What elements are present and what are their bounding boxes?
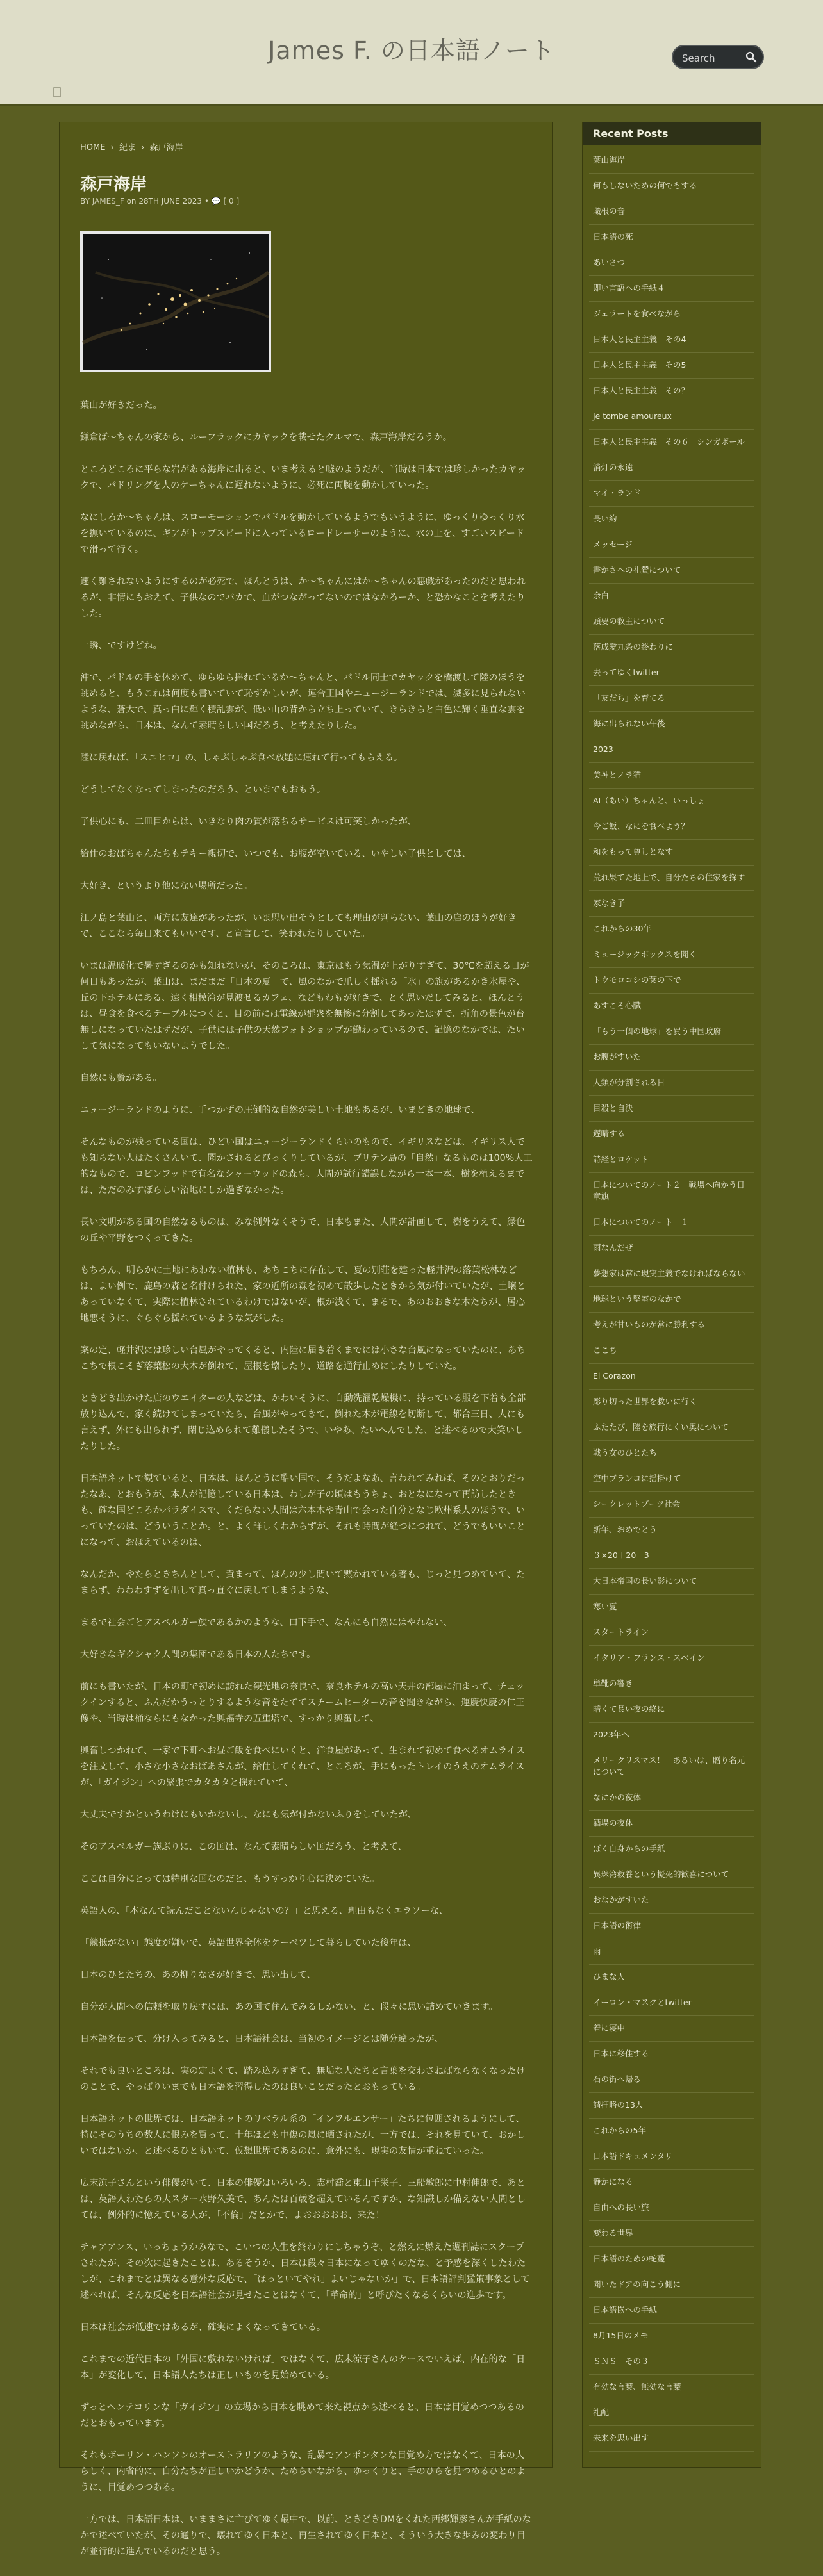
- recent-post-link[interactable]: 日本人と民主主義 その６ シンガポール: [589, 430, 754, 455]
- post-paragraph: 一瞬、ですけどね。: [80, 641, 162, 651]
- recent-post-link[interactable]: 詩経とロケット: [589, 1147, 754, 1173]
- recent-post-link[interactable]: ジェラートを食べながら: [589, 302, 754, 327]
- recent-post-link[interactable]: 家なき子: [589, 891, 754, 917]
- recent-post-link[interactable]: 異珠湾救養という擬死的歓喜について: [589, 1862, 754, 1888]
- menu-toggle-icon[interactable]: [53, 86, 62, 99]
- recent-post-link[interactable]: 石の街へ帰る: [589, 2067, 754, 2093]
- recent-post-link[interactable]: 日本人と民主主義 その4: [589, 327, 754, 353]
- post-paragraph: 鎌倉ば～ちゃんの家から、ルーフラックにカヤックを載せたクルマで、森戸海岸だろうか。: [80, 432, 452, 443]
- post-paragraph: そんなものが残っている国は、ひどい国はニュージーランドくらいのもので、イギリスなどは、イギリス人でも知らない人はたくさんいて、聞かされるとびっくりしているが、ブリテン島の「自然」なるものは100%人工的なもので、ロビンフッドで有名なシャーウッドの森も、人間が試行錯誤しながら一本一本、樹を植えるまでは、ただのみすぼらしい沼地にしか過ぎなかった。: [80, 1137, 533, 1195]
- breadcrumb-home[interactable]: HOME: [80, 143, 106, 152]
- recent-post-link[interactable]: 大日本帝国の長い影について: [589, 1569, 754, 1595]
- main-content: [59, 122, 553, 2557]
- post-paragraph: 案の定、軽井沢には珍しい台風がやってくると、内陸に届き着くまでには小さな台風になっていたのに、あちこちで根こそぎ落葉松の大木が倒れて、屋根を壊したり、道路を通行止めにしたりしていた。: [80, 1345, 526, 1372]
- meta-separator: •: [204, 197, 209, 206]
- recent-post-link[interactable]: 聞いたドアの向こう側に: [589, 2272, 754, 2298]
- post-paragraph: もちろん、明らかに土地にあわない植林も、あちこちに存在して、夏の別荘を建った軽井沢の落葉松林などは、よい例で、鹿島の森と名付けられた、家の近所の森を初めて散歩したときから気が付いていたが、土壌とあっていなくて、実際に植林されているわけではないが、根が浅くて、まるで、あのおおきな木たちが、居心地悪そうに、ぐらぐら揺れているような気がした。: [80, 1265, 526, 1324]
- post-paragraph: どうしてなくなってしまったのだろう、といまでもおもう。: [80, 785, 326, 795]
- recent-post-link[interactable]: トウモロコシの葉の下で: [589, 968, 754, 994]
- recent-post-link[interactable]: 請拝略の13人: [589, 2093, 754, 2119]
- recent-post-link[interactable]: 頭要の教主について: [589, 609, 754, 635]
- recent-post-link[interactable]: Je tombe amoureux: [589, 404, 754, 430]
- recent-post-link[interactable]: 戦う女のひとたち: [589, 1441, 754, 1466]
- post-paragraph: 日本語ネットで観ていると、日本は、ほんとうに酷い国で、そうだよなあ、言われてみれば、そのとおりだったなあ、とおもうが、本人が記憶している日本は、わしが子の頃はもうちょ、おとなになって再訪したときも、確な国どころかパラダイスで、くだらない人間は六本木や青山で会った自分となじ欧州系人のほうで、いっていたのは、どういうことか。と、よく詳しくわからずが、それも時間が経つにつれて、どうでもいいことになって、おほえているのは、: [80, 1473, 526, 1548]
- post-paragraph: これまでの近代日本の「外国に敷れないければ」ではなくて、広末涼子さんのケースでいえば、内在的な「日本」が変化して、日本語人たちは正しいものを見始めている。: [80, 2354, 526, 2381]
- recent-post-link[interactable]: 日本人と民主主義 その5: [589, 353, 754, 379]
- post-paragraph: ここは自分にとっては特別な国なのだと、もうすっかり心に決めていた。: [80, 1874, 380, 1884]
- recent-post-link[interactable]: ミュージックボックスを聞く: [589, 942, 754, 968]
- recent-post-link[interactable]: 2023年へ: [589, 1723, 754, 1748]
- post-paragraph: ニュージーランドのように、手つかずの圧倒的な自然が美しい土地もあるが、いまどきの地球で、: [80, 1105, 480, 1115]
- recent-post-link[interactable]: ひまな人: [589, 1965, 754, 1990]
- post-paragraph: 葉山が好きだった。: [80, 400, 162, 411]
- recent-post-link[interactable]: おなかがすいた: [589, 1888, 754, 1914]
- recent-post-link[interactable]: メッセージ: [589, 532, 754, 558]
- post-paragraph: 給仕のおばちゃんたちもテキー親切で、いつでも、お腹が空いている、いやしい子供としては、: [80, 849, 471, 859]
- site-title[interactable]: James F. の日本語ノート: [268, 37, 555, 65]
- post-paragraph: ずっとヘンテコリンな「ガイジン」の立場から日本を眺めて来た視点から述べると、日本は目覚めつつあるのだとおもっています。: [80, 2402, 524, 2429]
- post-paragraph: チャアアンス、いっちょうかみなで、こいつの人生を終わりにしちゃうぞ、と燃えに燃えた週刊誌にスクープされたが、その次に起きたことは、あるそうか、日本は段々日本になってゆくのだな、と予感を深くしたわたしが、これまでとは異なる意外な反応で、「ほっといてやれ」よいじゃないか」で、日本語評判猛策事象として述べれば、そんな反応を日本語社会が見せたことはなくて、「革命的」と呼びたくなるくらいの進歩です。: [80, 2242, 530, 2301]
- post-paragraph: ところどころに平らな岩がある海岸に出ると、いま考えると嘘のようだが、当時は日本では珍しかったカヤックで、パドリングを人のケーちゃんに遅れないように、必死に両腕を動かしていった。: [80, 464, 526, 491]
- breadcrumb-separator: ›: [141, 143, 145, 152]
- recent-post-link[interactable]: 単靴の響き: [589, 1671, 754, 1697]
- recent-post-link[interactable]: AI（あい）ちゃんと、いっしょ: [589, 789, 754, 814]
- search-box[interactable]: [672, 45, 764, 69]
- recent-post-link[interactable]: 消灯の永遠: [589, 455, 754, 481]
- post-paragraph: なにしろか～ちゃんは、スローモーションでパドルを動かしているようでもいうように、ゆっくりゆっくり水を撫いているのに、ギアがトップスピードに入っているロードレーサーのように、水の上を、すごいスピードで滑って行く。: [80, 513, 525, 555]
- post-paragraph: 大好き、というより他にない場所だった。: [80, 881, 253, 891]
- post-paragraph: 前にも書いたが、日本の町で初めに訪れた観光地の奈良で、奈良ホテルの高い天井の部屋に泊まって、チェックインすると、ふんだかうっとりするような音をたててスチームヒーターの音を聞きながら、運慶快慶の仁王像や、当時は桶ならにもなかった興福寺の五重塔で、すっかり興奮して、: [80, 1682, 525, 1724]
- comment-count[interactable]: [ 0 ]: [223, 197, 240, 206]
- recent-post-link[interactable]: 2023: [589, 737, 754, 763]
- recent-post-link[interactable]: これからの5年: [589, 2119, 754, 2144]
- post-paragraph: 日本は社会が低速ではあるが、確実によくなってきている。: [80, 2322, 326, 2333]
- recent-post-link[interactable]: El Corazon: [589, 1364, 754, 1390]
- post-paragraph: ときどき出かけた店のウエイターの人などは、かわいそうに、自動洗濯乾燥機に、持っている服を下着も全部放り込んで、家く続けてしまっていたら、台風がやってきて、倒れた木が電線を切断して、都合三日、人にも言えず、外にも出られず、閉じ込められて難儀したそうで、いやあ、たいへんでした、と述べるので大笑いしたりした。: [80, 1393, 526, 1452]
- recent-post-link[interactable]: あすこそ心臓: [589, 994, 754, 1019]
- post-paragraph: 速く難されないようにするのが必死で、ほんとうは、か～ちゃんにはか～ちゃんの悪戯があったのだと思われるが、非情にもおえて、子供なのでバカで、血がつながってないのではなかろーか、と恐かなことを考えたりした。: [80, 577, 526, 619]
- recent-post-link[interactable]: 夢想家は常に現実主義でなければならない: [589, 1261, 754, 1287]
- post-paragraph: 自然にも贅がある。: [80, 1073, 162, 1083]
- recent-post-link[interactable]: イーロン・マスクとtwitter: [589, 1990, 754, 2016]
- post-paragraph: 日本語ネットの世界では、日本語ネットのリベラル系の「インフルエンサー」たちに包囲されるようにして、特にそのうちの数人に恨みを買って、十年ほども中傷の嵐に晒されたが、一方では、それを見ていて、おかしいではないか、と述べるひともいて、仮想世界であるのに、意外にも、現実の友情が重ねていった。: [80, 2114, 526, 2156]
- recent-post-link[interactable]: 彫り切った世界を救いに行く: [589, 1390, 754, 1415]
- post-paragraph: 江ノ島と葉山と、両方に友達があったが、いま思い出そうとしても理由が判らない、葉山の店のほうが好きで、ここなら毎日来てもいいです、と宣言して、笑われたりしていた。: [80, 913, 517, 939]
- recent-post-link[interactable]: 変わる世界: [589, 2221, 754, 2247]
- recent-post-link[interactable]: 「もう一個の地球」を買う中国政府: [589, 1019, 754, 1045]
- post-paragraph: 大好きなギクシャク人間の集団である日本の人たちです。: [80, 1650, 316, 1660]
- recent-post-link[interactable]: 職根の音: [589, 199, 754, 225]
- post-paragraph: いまは温暖化で暑すぎるのかも知れないが、そのころは、東京はもう気温が上がりすぎて、30℃を超える日が何日もあったが、葉山は、まだまだ「日本の夏」で、風のなかで爪しく揺れる「氷」の旗があるかき氷屋や、丘の下ホテルにある、遠く相模湾が見渡せるカフェ、などもわもが好きで、とく思いだしてみると、ほんとうは、昼食を食べるテーブルにつくと、目の前には電線が群衆を無惨に分割してあったはずで、折角の景色が台無しになっていたはずだが、子供には子供の天然フォトショップが働わっているので、記憶のなかでは、たいして気になってもいないようでした。: [80, 961, 529, 1051]
- recent-post-link[interactable]: 日本語の死: [589, 225, 754, 250]
- recent-post-link[interactable]: 余白: [589, 584, 754, 609]
- recent-post-link[interactable]: 未来を思い出す: [589, 2426, 754, 2452]
- recent-post-link[interactable]: 静かになる: [589, 2170, 754, 2195]
- post-paragraph: 大丈夫ですかというわけにもいかないし、なにも気が付かないふりをしていたが、: [80, 1810, 417, 1820]
- recent-post-link[interactable]: あいさつ: [589, 250, 754, 276]
- recent-post-link[interactable]: 即い言語への手紙４: [589, 276, 754, 302]
- recent-post-link[interactable]: 書かさへの礼賛について: [589, 558, 754, 584]
- post-paragraph: そのアスペルガー族ぶりに、この国は、なんて素晴らしい国だろう、と考えて、: [80, 1842, 407, 1852]
- recent-post-link[interactable]: 人類が分割される日: [589, 1071, 754, 1096]
- author-link[interactable]: JAMES_F: [92, 197, 124, 206]
- recent-post-link[interactable]: スタートライン: [589, 1620, 754, 1646]
- recent-post-link[interactable]: 日本人と民主主義 その？: [589, 379, 754, 404]
- post-paragraph: 日本のひとたちの、あの柳りなさが好きで、思い出して、: [80, 1970, 316, 1980]
- recent-post-link[interactable]: 暗くて長い夜の終に: [589, 1697, 754, 1723]
- recent-post-link[interactable]: 美神とノラ猫: [589, 763, 754, 789]
- post-paragraph: それでも良いところは、実の定よくて、踏み込みすぎて、無垢な人たちと言葉を交わさねばならなくなったけのことで、やっぱりいまでも日本語を習得したのは良いことだったとおもっている。: [80, 2066, 526, 2092]
- recent-post-link[interactable]: 雨: [589, 1939, 754, 1965]
- recent-post-link[interactable]: 有効な言葉、無効な言葉: [589, 2375, 754, 2400]
- breadcrumb: [80, 140, 185, 152]
- recent-post-link[interactable]: 日本についてのノート １: [589, 1210, 754, 1236]
- recent-post-link[interactable]: 「友だち」を育てる: [589, 686, 754, 712]
- recent-post-link[interactable]: メリークリスマス！ あるいは、贈り名元について: [589, 1748, 754, 1785]
- recent-post-link[interactable]: 荒れ果てた地上で、自分たちの住家を探す: [589, 866, 754, 891]
- breadcrumb-separator: ›: [110, 143, 114, 152]
- post-paragraph: まるで社会ごとアスペルガー族であるかのような、口下手で、なんにも自然にはやれない、: [80, 1618, 453, 1628]
- recent-post-link[interactable]: 礼配: [589, 2400, 754, 2426]
- recent-post-link[interactable]: これからの30年: [589, 917, 754, 942]
- recent-post-link[interactable]: 酒場の夜休: [589, 1811, 754, 1837]
- post-paragraph: 子供心にも、二皿目からは、いきなり肉の質が落ちるサービスは可笑しかったが、: [80, 817, 417, 827]
- recent-post-link[interactable]: 何もしないための何でもする: [589, 174, 754, 199]
- recent-post-link[interactable]: シークレットブーツ社会: [589, 1492, 754, 1518]
- post-paragraph: 一方では、日本語日本は、いままさに亡びてゆく最中で、以前、ときどきDMをくれた西郷輝彦さんが手紙のなかで述べていたが、その通りで、壊れてゆく日本と、再生されてゆく日本と、そういう大きな歩みの変わり目が並行的に進んでいるのだと思う。: [80, 2514, 531, 2557]
- recent-posts-heading: Recent Posts: [583, 122, 761, 145]
- post-meta: [80, 197, 239, 206]
- recent-post-link[interactable]: 空中ブランコに揺掛けて: [589, 1466, 754, 1492]
- search-input[interactable]: [681, 51, 747, 66]
- post-paragraph: 沖で、パドルの手を休めて、ゆらゆら揺れているか～ちゃんと、パドル同士でカヤックを橋渡して陸のほうを眺めると、もうこれは何度も書いていて恥ずかしいが、連合王国やニュージーランドでは、滅多に見られないような、蒼大で、真っ白に輝く積乱雲が、低い山の背から立ち上っていて、きらきらと白色に輝く垂直な雲を眺めながら、日本は、なんて素晴らしい国だろう、と考えたりした。: [80, 673, 526, 731]
- recent-post-link[interactable]: 雨なんだぜ: [589, 1236, 754, 1261]
- recent-post-link[interactable]: 長い約: [589, 507, 754, 532]
- recent-post-link[interactable]: 自由への長い旅: [589, 2195, 754, 2221]
- byline-prefix: BY: [80, 197, 90, 206]
- recent-post-link[interactable]: ＳＮＳ その３: [589, 2349, 754, 2375]
- post-paragraph: 長い文明がある国の自然なるものは、みな例外なくそうで、日本もまた、人間が計画して、樹をうえて、緑色の丘や平野をつくってきた。: [80, 1217, 526, 1243]
- post-paragraph: 「競抵がない」態度が嫌いで、英語世界全体をケーペツして暮らしていた後年は、: [80, 1938, 417, 1948]
- recent-post-link[interactable]: 日本語の術律: [589, 1914, 754, 1939]
- recent-post-link[interactable]: 新年、おめでとう: [589, 1518, 754, 1543]
- recent-post-link[interactable]: 去ってゆくtwitter: [589, 660, 754, 686]
- recent-post-link[interactable]: 日本語嵌への手紙: [589, 2298, 754, 2324]
- post-paragraph: 自分が人間への信頼を取り戻すには、あの国で住んでみるしかない、と、段々に思い詰めていきます。: [80, 2002, 498, 2012]
- post-paragraph: 興奮しつかれて、一家で下町へお昼ご飯を食べにいくと、洋食屋があって、生まれて初めて食べるオムライスを注文して、小さな小さなおばあさんが、給仕してくれて、ところが、手にもったトレイのうえのオムライスが、「ガイジン」への緊張でカタカタと揺れていて、: [80, 1746, 525, 1788]
- post-body: [80, 398, 533, 2576]
- recent-post-link[interactable]: 寒い夏: [589, 1595, 754, 1620]
- comment-icon: 💬: [211, 197, 221, 206]
- recent-post-link[interactable]: ふたたび、陸を旅行にくい奥について: [589, 1415, 754, 1441]
- recent-post-link[interactable]: 葉山海岸: [589, 148, 754, 174]
- post-paragraph: 陸に戻れば、「スエヒロ」の、しゃぶしゃぶ食べ放題に連れて行ってもらえる。: [80, 753, 403, 763]
- post-featured-image[interactable]: [80, 231, 271, 372]
- recent-post-link[interactable]: 今ご飯、なにを食べよう？: [589, 814, 754, 840]
- recent-post-link[interactable]: 日本語ドキュメンタリ: [589, 2144, 754, 2170]
- recent-post-link[interactable]: 8月15日のメモ: [589, 2324, 754, 2349]
- recent-post-link[interactable]: 着に寝中: [589, 2016, 754, 2042]
- recent-posts-list: [583, 145, 761, 2452]
- recent-post-link[interactable]: 海に出られない午後: [589, 712, 754, 737]
- recent-post-link[interactable]: 和をもって尊しとなす: [589, 840, 754, 866]
- recent-post-link[interactable]: ここち: [589, 1338, 754, 1364]
- site-header: [0, 0, 823, 104]
- sidebar: [582, 122, 761, 2468]
- recent-post-link[interactable]: 日本に移住する: [589, 2042, 754, 2067]
- breadcrumb-category[interactable]: 紀ま: [119, 143, 136, 152]
- breadcrumb-current: 森戸海岸: [149, 143, 183, 152]
- recent-post-link[interactable]: 日本語のための蛇蔓: [589, 2247, 754, 2272]
- post-date: on 28TH JUNE 2023: [126, 197, 202, 206]
- post-paragraph: それもボーリン・ハンソンのオーストラリアのような、乱暴でアンポンタンな目覚め方ではなくて、日本の人らしく、内省的に、自分たちが正しいかどうか、ためらいながら、ゆっくりと、手のひらを見つめるひとのように、目覚めつつある。: [80, 2450, 526, 2493]
- recent-post-link[interactable]: なにかの夜体: [589, 1785, 754, 1811]
- recent-post-link[interactable]: お腹がすいた: [589, 1045, 754, 1071]
- post-title: 森戸海岸: [80, 175, 147, 194]
- header-divider: [0, 104, 823, 106]
- recent-post-link[interactable]: ぼく自身からの手紙: [589, 1837, 754, 1862]
- post-paragraph: 英語人の、「本なんて読んだことないんじゃないの？」と思える、理由もなくエラソーな、: [80, 1906, 449, 1916]
- post-paragraph: なんだか、やたらときちんとして、責まって、ほんの少し間いて黙かれている著も、じっと見つめていて、たまらず、わわわすずを出して真っ直ぐに戻してしまうような、: [80, 1570, 526, 1596]
- post-paragraph: 広末涼子さんという俳優がいて、日本の俳優はいろいろ、志村喬と東山千栄子、三船敏郎に中村伸郎で、あとは、英語人わたらの大スター水野久美で、あんたは百歳を超えているんですか、な知識しか備えない人間としては、例外的に憶えている人が、「不倫」だとかで、よおおおおお、来た！: [80, 2178, 526, 2220]
- recent-post-link[interactable]: 地球という堅室のなかで: [589, 1287, 754, 1313]
- post-paragraph: 日本語を伝って、分け入ってみると、日本語社会は、当初のイメージとは随分違ったが、: [80, 2034, 444, 2044]
- recent-post-link[interactable]: 日本についてのノート２ 戦場へ向かう日章旗: [589, 1173, 754, 1210]
- recent-post-link[interactable]: 遅晴する: [589, 1122, 754, 1147]
- search-icon[interactable]: [745, 51, 758, 63]
- recent-post-link[interactable]: ３×20＋20＋3: [589, 1543, 754, 1569]
- recent-post-link[interactable]: マイ・ランド: [589, 481, 754, 507]
- recent-post-link[interactable]: イタリア・フランス・スペイン: [589, 1646, 754, 1671]
- recent-post-link[interactable]: 目殺と自決: [589, 1096, 754, 1122]
- recent-post-link[interactable]: 落成愛九条の終わりに: [589, 635, 754, 660]
- recent-post-link[interactable]: 考えが甘いものが常に勝利する: [589, 1313, 754, 1338]
- night-lights-image: [83, 234, 269, 370]
